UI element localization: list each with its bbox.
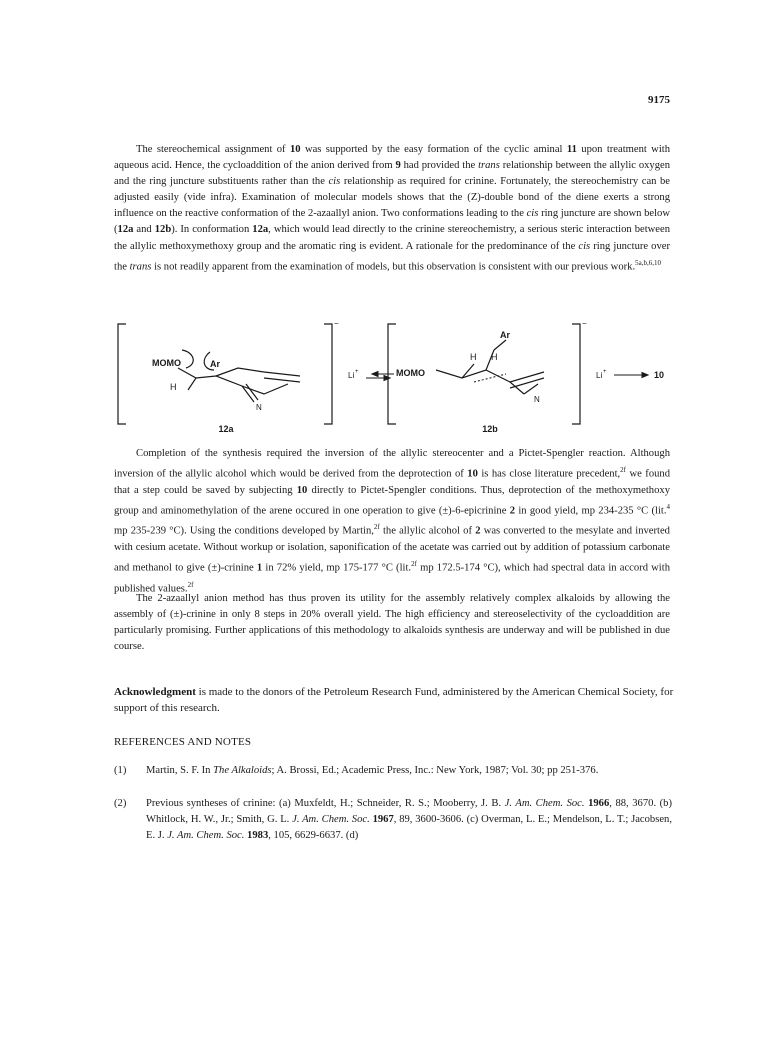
paragraph-1: The stereochemical assignment of 10 was supported by the easy formation of the cyclic aminal 11 upon treatment with aqueous acid. Hence, the cycloaddition of the anion derived from 9 had provided the trans relationship between the allylic oxygen and the ring juncture substituents rather than the cis relationship as required for crinine. Fortunately, the stereochemistry can be adjusted easily (vide infra). Examination of molecular models shows that the (Z)-double bond of the diene exerts a strong influence on the reactive conformation of the 2-azaallyl anion. Two conformations leading to the cis ring juncture are shown below (12a and 12b). In conformation 12a, which would lead directly to the crinine stereochemistry, a serious steric interaction between the allylic methoxymethoxy group and the aromatic ring is evident. A rationale for the predominance of the cis ring juncture over the trans is not readily apparent from the examination of models, but this observation is consistent with our previous work.$^{5a,b,6,10}$ [114,144,671,273]
ar-label-12a: Ar [210,359,221,369]
li-charge-12b: + [603,369,607,375]
momo-label-12b: MOMO [396,368,425,378]
reference-1: (1) Martin, S. F. In The Alkaloids; A. Brossi, Ed.; Academic Press, Inc.: New York, 1987; Vol. 30; pp 251-376. [114,765,599,776]
paragraph-3: The 2-azaallyl anion method has thus proven its utility for the assembly relatively complex alkaloids by allowing the assembly of (±)-crinine in only 8 steps in 20% overall yield. The high efficiency and stereoselectivity of the cycloaddition are particularly promising. Further applications of this methodology to alkaloids synthesis are underway and will be published in due course. [114,593,670,653]
paragraph-2: Completion of the synthesis required the inversion of the allylic stereocenter and a Pictet-Spengler reaction. Although inversion of the allylic alcohol which would be derived from the deprotection of 10 is has close literature precedent,$^{2f}$ we found that a step could be saved by subjecting 10 directly to Pictet-Spengler conditions. Thus, deprotection of the methoxymethoxy group and aminomethylation of the arene occured in one operation to give (±)-6-epicrinine 2 in good yield, mp 234-235 °C (lit.$^4$ mp 235-239 °C). Using the conditions developed by Martin,$^{2f}$ the allylic alcohol of 2 was converted to the mesylate and inverted with cesium acetate. Without workup or isolation, saponification of the acetate was carried out by addition of potassium carbonate and methanol to give (±)-crinine 1 in 72% yield, mp 175-177 °C (lit.$^{2f}$ mp 172.5-174 °C), which had spectral data in accord with published values.$^{2f}$ [114,448,671,595]
momo-label-12a: MOMO [152,358,181,368]
references-heading: REFERENCES AND NOTES [114,736,252,748]
compound-label-12a: 12a [218,424,234,434]
product-label: 10 [654,370,665,380]
li-charge-12a: + [355,369,359,375]
li-label-12a: Li [348,371,355,380]
conformation-scheme [114,320,674,440]
h-label-12a: H [170,382,177,392]
ar-label-12b: Ar [500,330,511,340]
reaction-arrow [614,373,648,378]
h-label-12b-2: H [491,352,498,362]
charge-minus-12a: − [334,320,339,328]
compound-label-12b: 12b [482,424,498,434]
reference-2: (2) Previous syntheses of crinine: (a) Muxfeldt, H.; Schneider, R. S.; Mooberry, J. B. J. Am. Chem. Soc. 1966, 88, 3670. (b) Whitlock, H. W., Jr.; Smith, G. L. J. Am. Chem. Soc. 1967, 89, 3600-3606. (c) Overman, L. E.; Mendelson, L. T.; Jacobsen, E. J. J. Am. Chem. Soc. 1983, 105, 6629-6637. (d) [114,798,672,842]
n-label-12a: N [256,403,262,412]
h-label-12b-1: H [470,352,477,362]
page-number: 9175 [648,94,670,106]
charge-minus-12b: − [582,320,587,328]
li-label-12b: Li [596,371,603,380]
acknowledgment: Acknowledgment is made to the donors of the Petroleum Research Fund, administered by the American Chemical Society, for support of this research. [114,686,674,714]
n-label-12b: N [534,395,540,404]
